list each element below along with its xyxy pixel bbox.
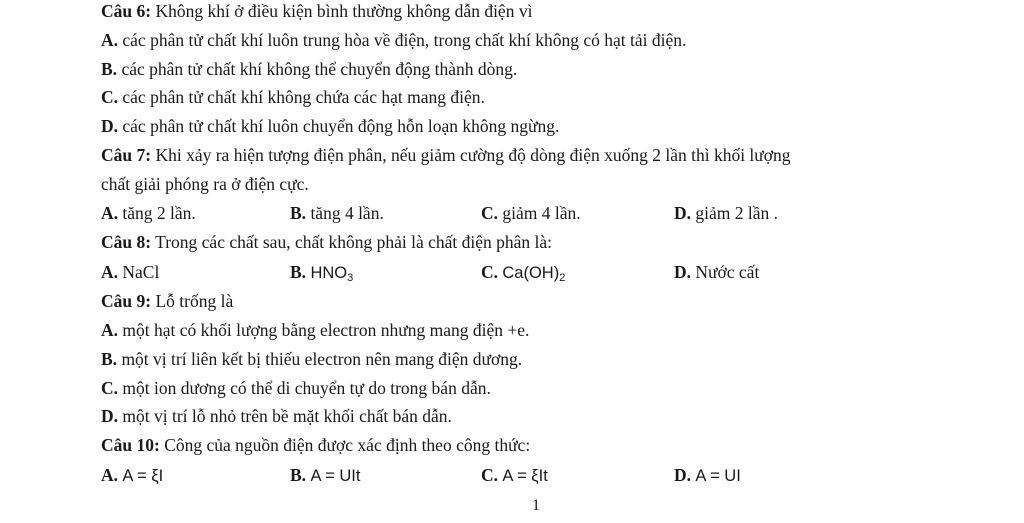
question-6-option-a (101, 29, 686, 51)
option-text: một vị trí lỗ nhỏ trên bề mặt khối chất bán dẫn. (118, 406, 452, 426)
question-text: Không khí ở điều kiện bình thường không dẫn điện vì (151, 1, 533, 21)
question-text: Công của nguồn điện được xác định theo công thức: (159, 435, 531, 455)
question-6 (101, 0, 532, 22)
formula-text: A = ξI (122, 467, 164, 485)
question-7-text-continued: chất giải phóng ra ở điện cực. (101, 174, 309, 194)
option-label: B. (290, 203, 307, 223)
option-label: B. (101, 349, 118, 369)
question-8-option-d (674, 261, 759, 283)
option-text: giảm 2 lần . (691, 203, 779, 223)
option-text: Nước cất (691, 262, 760, 282)
question-10 (101, 434, 530, 456)
question-label: Câu 6: (101, 1, 152, 21)
formula-caoh2 (502, 264, 565, 282)
option-label: C. (101, 87, 119, 107)
question-9 (101, 290, 233, 312)
question-6-option-b (101, 58, 517, 80)
question-8-option-a (101, 261, 159, 283)
question-9-option-d (101, 405, 452, 427)
question-10-option-b (290, 464, 360, 487)
option-label: B. (290, 262, 307, 282)
option-label: A. (101, 320, 119, 340)
option-text: giảm 4 lần. (498, 203, 581, 223)
question-8 (101, 231, 552, 253)
formula-text: A = UI (695, 467, 741, 485)
option-label: A. (101, 262, 119, 282)
question-label: Câu 10: (101, 435, 160, 455)
formula-main: Ca(OH) (502, 264, 560, 282)
question-9-option-a (101, 319, 529, 341)
option-label: A. (101, 30, 119, 50)
option-text: tăng 2 lần. (118, 203, 196, 223)
option-label: C. (101, 378, 119, 398)
question-label: Câu 7: (101, 145, 152, 165)
option-label: A. (101, 465, 119, 485)
formula-hno3 (310, 264, 353, 282)
question-7-option-d (674, 202, 778, 224)
option-label: B. (290, 465, 307, 485)
option-text: các phân tử chất khí luôn trung hòa về điện, trong chất khí không có hạt tải điện. (118, 30, 687, 50)
option-label: C. (481, 262, 499, 282)
option-label: D. (674, 203, 692, 223)
question-6-option-c (101, 86, 485, 108)
page-number: 1 (532, 497, 540, 514)
question-7 (101, 144, 791, 166)
question-10-option-a (101, 464, 163, 487)
option-label: D. (101, 116, 119, 136)
option-text: tăng 4 lần. (306, 203, 384, 223)
question-label: Câu 8: (101, 232, 152, 252)
question-8-option-b (290, 261, 353, 284)
option-label: B. (101, 59, 118, 79)
formula-text: A = UIt (310, 467, 361, 485)
formula-main: HNO (310, 264, 348, 282)
option-text: một ion dương có thể di chuyển tự do trong bán dẫn. (118, 378, 491, 398)
option-label: D. (101, 406, 119, 426)
option-label: D. (674, 465, 692, 485)
question-6-option-d (101, 115, 559, 137)
option-text: một vị trí liên kết bị thiếu electron nên mang điện dương. (117, 349, 523, 369)
option-label: C. (481, 465, 499, 485)
question-label: Câu 9: (101, 291, 152, 311)
question-9-option-c (101, 377, 491, 399)
formula-subscript: 3 (347, 272, 354, 284)
option-text: các phân tử chất khí không thể chuyển động thành dòng. (117, 59, 518, 79)
question-7-option-b (290, 202, 384, 224)
question-8-option-c (481, 261, 565, 284)
formula-subscript: 2 (559, 272, 566, 284)
option-text: NaCl (118, 262, 160, 282)
option-text: các phân tử chất khí luôn chuyển động hỗn loạn không ngừng. (118, 116, 560, 136)
question-10-option-c (481, 464, 548, 487)
question-10-option-d (674, 464, 741, 487)
option-label: C. (481, 203, 499, 223)
question-text: Lỗ trống là (151, 291, 234, 311)
option-text: một hạt có khối lượng bằng electron nhưng mang điện +e. (118, 320, 530, 340)
option-label: D. (674, 262, 692, 282)
option-label: A. (101, 203, 119, 223)
question-9-option-b (101, 348, 522, 370)
formula-text: A = ξIt (502, 467, 548, 485)
option-text: các phân tử chất khí không chứa các hạt mang điện. (118, 87, 485, 107)
question-text: Trong các chất sau, chất không phải là chất điện phân là: (151, 232, 553, 252)
question-text: Khi xảy ra hiện tượng điện phân, nếu giảm cường độ dòng điện xuống 2 lần thì khối lượng (151, 145, 791, 165)
question-7-option-c (481, 202, 581, 224)
question-7-option-a (101, 202, 196, 224)
